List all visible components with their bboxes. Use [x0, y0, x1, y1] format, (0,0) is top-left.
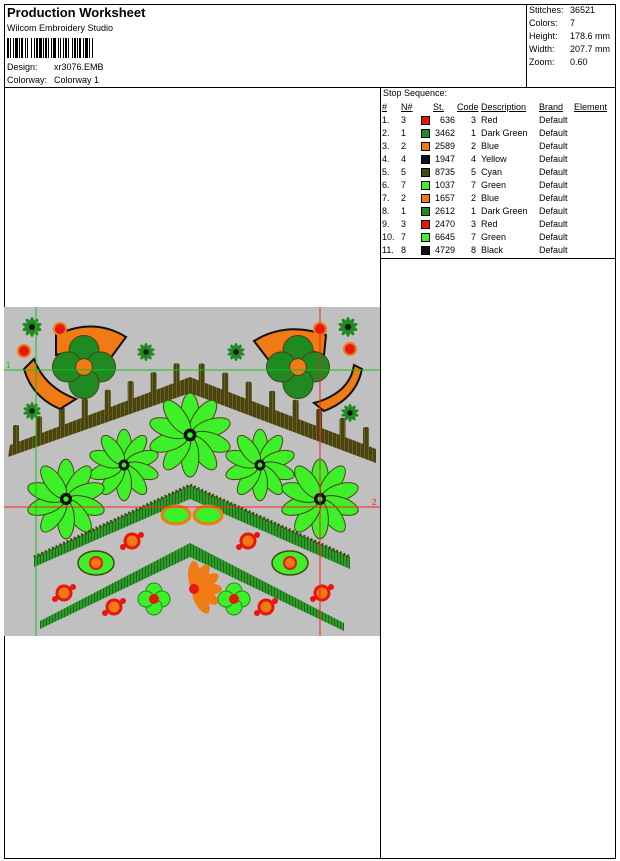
row-code: 1 — [470, 205, 476, 216]
fence-post — [199, 364, 205, 384]
row-code: 1 — [470, 127, 476, 138]
row-brand: Default — [539, 166, 568, 177]
orange-flower-center — [189, 584, 199, 594]
fence-post — [293, 400, 299, 420]
stat-label: Stitches: — [529, 5, 564, 15]
flower-center-dot — [258, 463, 263, 468]
col-element: Element — [574, 102, 608, 112]
fence-post — [82, 399, 88, 419]
fence-post — [59, 407, 65, 427]
row-stitches: 2470 — [434, 218, 455, 229]
row-swatch — [420, 178, 432, 191]
row-element — [573, 113, 613, 126]
fence-post — [174, 363, 180, 383]
rosette-center — [347, 410, 352, 415]
table-row — [381, 230, 613, 243]
fence-post — [105, 390, 111, 410]
row-code: 7 — [470, 179, 476, 190]
color-swatch — [421, 116, 430, 125]
design-filename: xr3076.EMB — [54, 62, 104, 72]
color-swatch — [421, 168, 430, 177]
row-swatch — [420, 126, 432, 139]
row-needle: 7 — [401, 231, 407, 242]
red-bud — [272, 598, 278, 604]
row-element — [573, 152, 613, 165]
embroidery-design-svg — [4, 307, 380, 636]
daisy-center — [147, 393, 232, 477]
row-number: 5. — [382, 166, 390, 177]
row-swatch — [420, 230, 432, 243]
row-description: Yellow — [481, 153, 507, 164]
fence-post — [340, 418, 346, 438]
row-description: Blue — [481, 192, 500, 203]
color-swatch — [421, 207, 430, 216]
row-code: 2 — [470, 140, 476, 151]
row-brand: Default — [539, 218, 568, 229]
row-stitches: 4729 — [434, 244, 455, 255]
row-stitches: 6645 — [434, 231, 455, 242]
table-row — [381, 126, 613, 139]
header-divider — [4, 87, 616, 88]
stat-label: Colors: — [529, 18, 558, 28]
rosette-top-left — [22, 317, 42, 337]
row-needle: 8 — [401, 244, 407, 255]
red-flower-cluster — [120, 532, 144, 550]
row-number: 3. — [382, 140, 390, 151]
barcode — [7, 38, 131, 58]
paisley-center — [90, 557, 102, 569]
rosette-top-right — [338, 317, 358, 337]
color-swatch — [421, 246, 430, 255]
table-row — [381, 243, 613, 256]
table-row — [381, 191, 613, 204]
stop-sequence-title: Stop Sequence: — [383, 88, 448, 98]
row-number: 4. — [382, 153, 390, 164]
row-element — [573, 178, 613, 191]
row-number: 8. — [382, 205, 390, 216]
row-brand: Default — [539, 127, 568, 138]
color-swatch — [421, 233, 430, 242]
color-swatch — [421, 194, 430, 203]
row-description: Dark Green — [481, 205, 528, 216]
row-stitches: 636 — [439, 114, 455, 125]
flower-center-dot — [122, 463, 127, 468]
row-brand: Default — [539, 140, 568, 151]
rosette-center — [345, 324, 351, 330]
small-red-flower — [344, 343, 356, 355]
row-element — [573, 230, 613, 243]
paisley-center — [284, 557, 296, 569]
row-number: 2. — [382, 127, 390, 138]
stop-sequence-table — [381, 101, 613, 256]
row-stitches: 8735 — [434, 166, 455, 177]
red-flower — [259, 600, 273, 614]
small-red-flower — [54, 323, 66, 335]
row-brand: Default — [539, 114, 568, 125]
row-stitches: 1947 — [434, 153, 455, 164]
row-swatch — [420, 113, 432, 126]
row-code: 7 — [470, 231, 476, 242]
row-brand: Default — [539, 231, 568, 242]
row-code: 4 — [470, 153, 476, 164]
green-bottom-flower — [138, 583, 170, 615]
software-name: Wilcom Embroidery Studio — [7, 23, 114, 33]
row-description: Blue — [481, 140, 500, 151]
red-bud — [52, 596, 58, 602]
table-header-row — [381, 101, 613, 113]
row-needle: 7 — [401, 179, 407, 190]
row-description: Red — [481, 218, 498, 229]
color-swatch — [421, 129, 430, 138]
row-stitches: 2612 — [434, 205, 455, 216]
row-needle: 3 — [401, 114, 407, 125]
table-row — [381, 178, 613, 191]
row-element — [573, 165, 613, 178]
col-needle: N# — [401, 102, 413, 112]
row-brand: Default — [539, 153, 568, 164]
row-description: Green — [481, 231, 507, 242]
col-stitches: St. — [433, 102, 445, 112]
fence-post — [363, 427, 369, 447]
rosette-center — [233, 349, 238, 354]
red-bud — [120, 598, 126, 604]
red-flower — [107, 600, 121, 614]
stat-value: 7 — [570, 18, 576, 28]
col-description: Description — [481, 102, 527, 112]
fence-post — [128, 381, 134, 401]
red-flower-cluster — [52, 584, 76, 602]
row-code: 3 — [470, 114, 476, 125]
row-number: 11. — [382, 244, 394, 255]
row-needle: 1 — [401, 127, 407, 138]
col-code: Code — [457, 102, 479, 112]
fence-post — [246, 382, 252, 402]
red-bud — [328, 584, 334, 590]
page-title: Production Worksheet — [7, 5, 146, 20]
row-brand: Default — [539, 179, 568, 190]
row-brand: Default — [539, 205, 568, 216]
flower-center — [76, 359, 93, 376]
fence-post — [222, 373, 228, 393]
row-stitches: 1037 — [434, 179, 455, 190]
row-swatch — [420, 243, 432, 256]
fence-post — [36, 416, 42, 436]
row-number: 9. — [382, 218, 390, 229]
flower-center — [149, 594, 159, 604]
red-flower — [125, 534, 139, 548]
row-element — [573, 139, 613, 152]
row-description: Dark Green — [481, 127, 528, 138]
red-bud — [138, 532, 144, 538]
design-label: Design: — [7, 62, 38, 72]
red-flower — [241, 534, 255, 548]
flower-center — [290, 359, 307, 376]
row-element — [573, 126, 613, 139]
table-row — [381, 139, 613, 152]
flower-center-dot — [63, 496, 68, 501]
row-element — [573, 217, 613, 230]
red-bud — [70, 584, 76, 590]
row-brand: Default — [539, 192, 568, 203]
col-brand: Brand — [539, 102, 564, 112]
colorway-label: Colorway: — [7, 75, 48, 85]
row-swatch — [420, 191, 432, 204]
row-code: 2 — [470, 192, 476, 203]
flower-center — [229, 594, 239, 604]
row-stitches: 2589 — [434, 140, 455, 151]
stat-label: Zoom: — [529, 57, 555, 67]
fence-post — [151, 372, 157, 392]
row-description: Red — [481, 114, 498, 125]
row-needle: 2 — [401, 140, 407, 151]
row-element — [573, 204, 613, 217]
row-needle: 5 — [401, 166, 407, 177]
red-bud — [310, 596, 316, 602]
fence-post — [269, 391, 275, 411]
row-needle: 4 — [401, 153, 407, 164]
color-swatch — [421, 181, 430, 190]
red-bud — [254, 532, 260, 538]
color-swatch — [421, 220, 430, 229]
col-number: # — [382, 102, 388, 112]
colorway-value: Colorway 1 — [54, 75, 100, 85]
row-code: 5 — [470, 166, 476, 177]
col-swatch — [420, 101, 432, 113]
orange-paisley-left — [162, 506, 190, 524]
stat-label: Height: — [529, 31, 558, 41]
green-bottom-flower — [218, 583, 250, 615]
small-red-flower — [18, 345, 30, 357]
red-bud — [236, 544, 242, 550]
row-description: Green — [481, 179, 507, 190]
row-swatch — [420, 152, 432, 165]
stats-divider — [526, 4, 527, 87]
row-brand: Default — [539, 244, 568, 255]
flower-center-dot — [187, 432, 193, 438]
table-row — [381, 165, 613, 178]
row-swatch — [420, 217, 432, 230]
stat-value: 0.60 — [570, 57, 588, 67]
row-stitches: 3462 — [434, 127, 455, 138]
red-flower-cluster — [310, 584, 334, 602]
red-bud — [254, 610, 260, 616]
red-bud — [120, 544, 126, 550]
red-flower-cluster — [236, 532, 260, 550]
table-row — [381, 113, 613, 126]
row-stitches: 1657 — [434, 192, 455, 203]
row-number: 7. — [382, 192, 390, 203]
row-needle: 3 — [401, 218, 407, 229]
table-row — [381, 204, 613, 217]
stat-value: 36521 — [570, 5, 596, 15]
red-bud — [102, 610, 108, 616]
guide-label-2: 2 — [372, 498, 377, 507]
row-number: 1. — [382, 114, 390, 125]
row-element — [573, 243, 613, 256]
row-swatch — [420, 165, 432, 178]
red-flower — [315, 586, 329, 600]
row-description: Black — [481, 244, 504, 255]
red-flower-cluster — [102, 598, 126, 616]
row-description: Cyan — [481, 166, 503, 177]
row-element — [573, 191, 613, 204]
rosette-center — [143, 349, 148, 354]
table-row — [381, 217, 613, 230]
row-number: 6. — [382, 179, 390, 190]
stat-value: 207.7 mm — [570, 44, 611, 54]
row-swatch — [420, 204, 432, 217]
row-swatch — [420, 139, 432, 152]
table-row — [381, 152, 613, 165]
guide-label-1: 1 — [6, 361, 11, 370]
rosette-mid-right — [227, 343, 245, 361]
red-flower — [57, 586, 71, 600]
stat-label: Width: — [529, 44, 555, 54]
design-preview — [4, 307, 380, 636]
row-needle: 1 — [401, 205, 407, 216]
orange-paisley-right — [194, 506, 222, 524]
rosette-center — [29, 408, 34, 413]
row-number: 10. — [382, 231, 395, 242]
stat-value: 178.6 mm — [570, 31, 611, 41]
row-needle: 2 — [401, 192, 407, 203]
red-flower-cluster — [254, 598, 278, 616]
color-swatch — [421, 142, 430, 151]
fence-post — [13, 425, 19, 445]
color-swatch — [421, 155, 430, 164]
rosette-mid-left — [137, 343, 155, 361]
fence-post — [316, 409, 322, 429]
rosette-center — [29, 324, 35, 330]
row-code: 3 — [470, 218, 476, 229]
sequence-bottom-line — [380, 258, 616, 259]
row-code: 8 — [470, 244, 476, 255]
